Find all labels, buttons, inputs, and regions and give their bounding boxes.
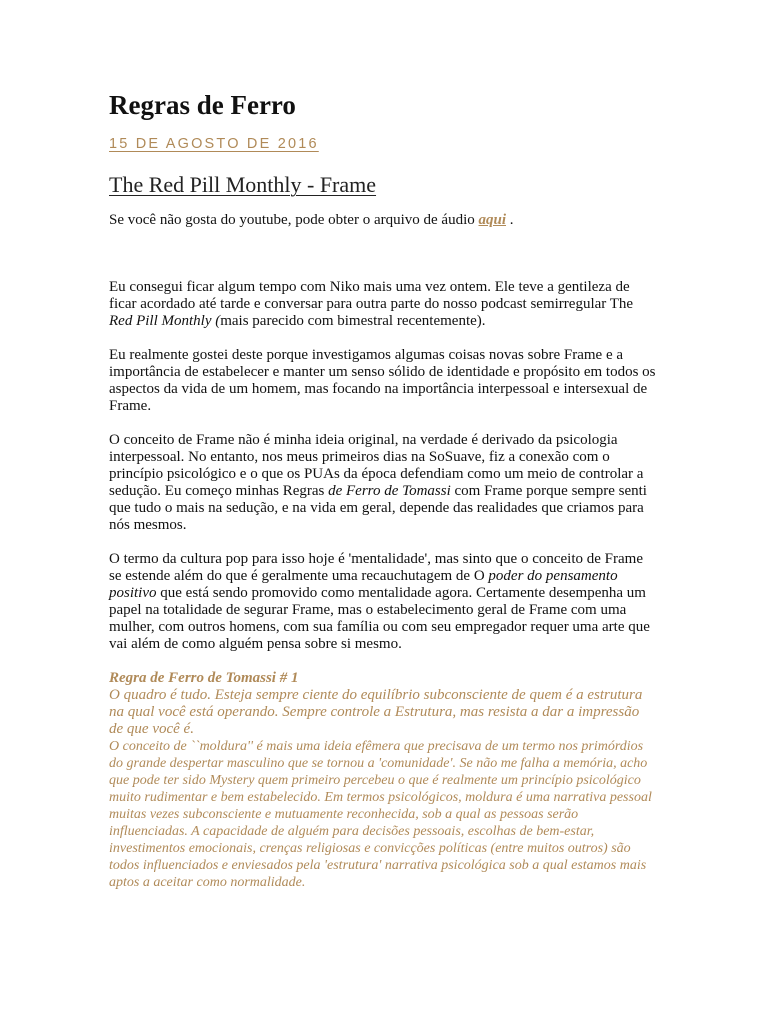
audio-text: Se você não gosta do youtube, pode obter o arquivo de áudio bbox=[109, 212, 479, 228]
audio-link[interactable]: aqui bbox=[478, 212, 507, 228]
paragraph-4-text: O termo da cultura pop para isso hoje é 'mentalidade', mas sinto que o conceito de Frame se estende além do que é geralmente uma recauchutagem de O bbox=[109, 551, 643, 584]
paragraph-4-emphasis: poder do pensamento positivo bbox=[109, 568, 618, 601]
post-title[interactable]: The Red Pill Monthly - Frame bbox=[109, 172, 377, 197]
post-date[interactable]: 15 DE AGOSTO DE 2016 bbox=[109, 136, 319, 152]
paragraph-4-text-end: que está sendo promovido como mentalidade agora. Certamente desempenha um papel na totalidade de segurar Frame, mas o estabelecimento geral de Frame com uma mulher, com outros homens, com sua família ou com seu empregador requer uma arte que vai além de como alguém pensa sobre si mesmo. bbox=[109, 585, 650, 652]
podcast-name: Red Pill Monthly ( bbox=[109, 313, 221, 329]
audio-text-end: . bbox=[506, 212, 514, 228]
paragraph-3 bbox=[109, 432, 657, 534]
blog-title[interactable]: Regras de Ferro bbox=[109, 90, 296, 120]
iron-rule-block bbox=[109, 670, 657, 891]
iron-rule-heading: Regra de Ferro de Tomassi # 1 bbox=[109, 670, 299, 686]
iron-rule-description: O conceito de ``moldura'' é mais uma ideia efêmera que precisava de um termo nos primórdios do grande despertar masculino que se tornou a 'comunidade'. Se não me falha a memória, acho que pode ter sido Mystery quem primeiro percebeu o que é realmente um princípio psicológico muito rudimentar e bem estabelecido. Em termos psicológicos, moldura é uma narrativa pessoal muitas vezes subconsciente e mutuamente reconhecida, sob a qual as pessoas serão influenciadas. A capacidade de alguém para decisões pessoais, escolhas de bem-estar, investimentos emocionais, crenças religiosas e convicções políticas (entre muitos outros) são todos influenciados e enviesados pela 'estrutura' narrativa psicológica sob a qual estamos mais aptos a aceitar como normalidade. bbox=[109, 739, 652, 890]
iron-rule-statement: O quadro é tudo. Esteja sempre ciente do equilíbrio subconsciente de quem é a estrutura na qual você está operando. Sempre controle a Estrutura, mas resista a dar a impressão de que você é. bbox=[109, 687, 643, 737]
paragraph-3-text-end: com Frame porque sempre senti que tudo o mais na sedução, e na vida em geral, depende das realidades que criamos para nós mesmos. bbox=[109, 483, 647, 533]
paragraph-2: Eu realmente gostei deste porque investigamos algumas coisas novas sobre Frame e a importância de estabelecer e manter um senso sólido de identidade e propósito em todos os aspectos da vida de um homem, mas focando na importância interpessoal e intersexual de Frame. bbox=[109, 347, 656, 414]
post-body bbox=[109, 212, 657, 891]
paragraph-1-text-end: mais parecido com bimestral recentemente). bbox=[220, 313, 486, 329]
audio-line bbox=[109, 212, 657, 229]
paragraph-4 bbox=[109, 551, 657, 653]
paragraph-1-text: Eu consegui ficar algum tempo com Niko mais uma vez ontem. Ele teve a gentileza de ficar acordado até tarde e conversar para outra parte do nosso podcast semirregular The bbox=[109, 279, 634, 312]
paragraph-3-emphasis: de Ferro de Tomassi bbox=[328, 483, 451, 499]
paragraph-1 bbox=[109, 279, 657, 330]
paragraph-3-text: O conceito de Frame não é minha ideia original, na verdade é derivado da psicologia interpessoal. No entanto, nos meus primeiros dias na SoSuave, fiz a conexão com o princípio psicológico e o que os PUAs da época defendiam como um meio de controlar a sedução. Eu começo minhas Regras bbox=[109, 432, 644, 499]
